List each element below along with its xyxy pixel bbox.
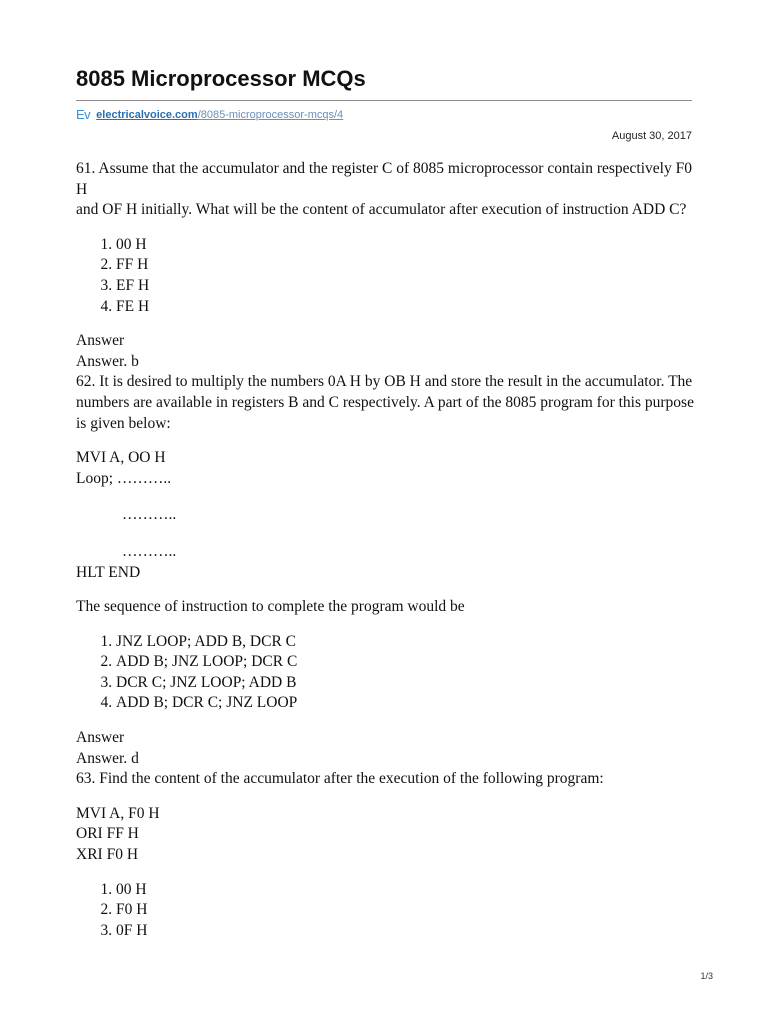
- source-path-link[interactable]: /8085-microprocessor-mcqs/4: [197, 108, 344, 121]
- option-item: 1. 00 H: [116, 235, 696, 256]
- question-61-line-1: 61. Assume that the accumulator and the register C of 8085 microprocessor contain respectively F0 H: [76, 160, 692, 198]
- question-62-text: 62. It is desired to multiply the numbers 0A H by OB H and store the result in the accumulator. The numbers are available in registers B and C respectively. A part of the 8085 program for this purpose is given below:: [76, 373, 694, 432]
- question-61-line-2: and OF H initially. What will be the content of accumulator after execution of instruction ADD C?: [76, 201, 687, 219]
- site-logo-icon: Ev: [76, 107, 91, 122]
- option-item: 3. DCR C; JNZ LOOP; ADD B: [116, 673, 696, 694]
- page-title: 8085 Microprocessor MCQs: [76, 66, 366, 91]
- option-item: 2. FF H: [116, 255, 696, 276]
- article-body: [76, 159, 696, 941]
- option-item: 4. ADD B; DCR C; JNZ LOOP: [116, 693, 696, 714]
- option-item: 1. JNZ LOOP; ADD B, DCR C: [116, 632, 696, 653]
- answer-toggle-61[interactable]: Answer: [76, 332, 125, 350]
- answer-62: Answer. d: [76, 749, 139, 767]
- code-line: HLT END: [76, 563, 141, 581]
- code-line: MVI A, F0 H: [76, 804, 160, 822]
- option-item: 3. 0F H: [116, 921, 696, 942]
- question-62-options: [76, 632, 696, 714]
- title-divider: [76, 100, 692, 101]
- publish-date: August 30, 2017: [611, 130, 692, 142]
- code-line: XRI F0 H: [76, 846, 139, 864]
- option-item: 2. ADD B; JNZ LOOP; DCR C: [116, 652, 696, 673]
- question-63-text: 63. Find the content of the accumulator after the execution of the following program:: [76, 770, 604, 788]
- source-line: [76, 107, 343, 122]
- question-61-options: [76, 235, 696, 317]
- page-number: 1/3: [700, 971, 713, 981]
- answer-61: Answer. b: [76, 352, 139, 370]
- question-63-options: [76, 880, 696, 942]
- code-line: ………..: [122, 542, 177, 560]
- option-item: 1. 00 H: [116, 880, 696, 901]
- option-item: 4. FE H: [116, 297, 696, 318]
- question-62-prompt: The sequence of instruction to complete the program would be: [76, 598, 465, 616]
- code-line: ORI FF H: [76, 825, 139, 843]
- code-line: MVI A, OO H: [76, 449, 166, 467]
- answer-toggle-62[interactable]: Answer: [76, 729, 125, 747]
- source-domain-link[interactable]: electricalvoice.com: [96, 108, 198, 121]
- code-line: ………..: [122, 506, 177, 524]
- code-line: Loop; ………..: [76, 469, 172, 487]
- option-item: 2. F0 H: [116, 900, 696, 921]
- option-item: 3. EF H: [116, 276, 696, 297]
